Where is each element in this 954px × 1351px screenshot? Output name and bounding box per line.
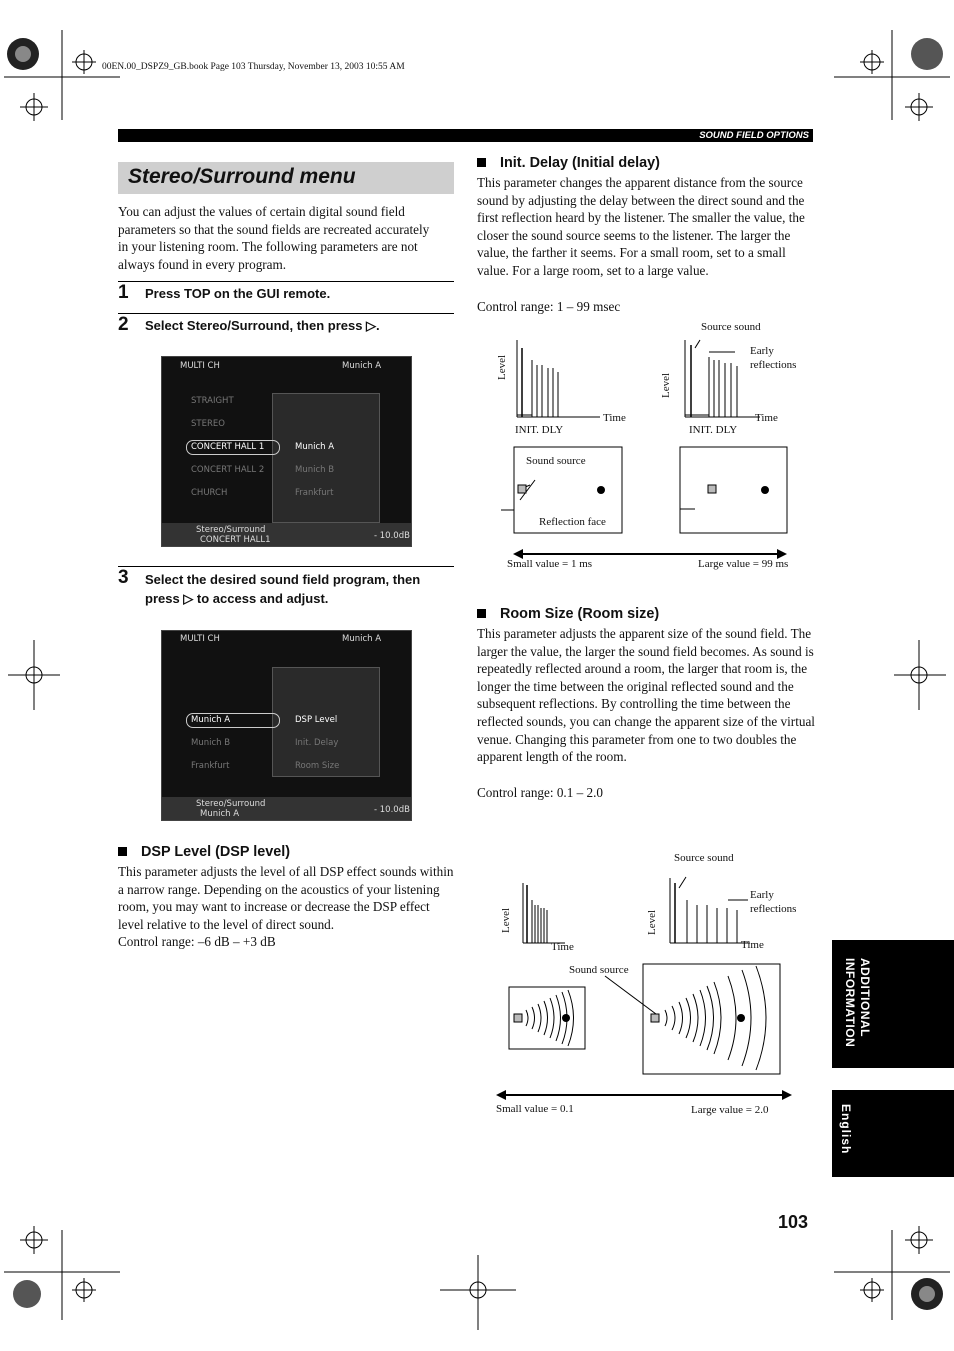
init-time-label-right: Time: [755, 412, 778, 424]
gui-left-item: Munich A: [191, 715, 231, 725]
init-dly-label-right: INIT. DLY: [689, 424, 738, 436]
init-dly-label-left: INIT. DLY: [515, 424, 564, 436]
room-size-body: This parameter adjusts the apparent size of the sound field. The larger the value, the larger the sound field becomes. As sound is repeatedly reflected around a room, the larger that room is, the longer the time between the original reflected sound and the subsequent reflections. By controlling the time between the reflected sounds, you can change the apparent size of the virtual venue. Changing this parameter from one to two doubles the apparent length of the room.: [477, 626, 815, 765]
bullet-square-icon: [477, 609, 486, 618]
gui-left-item: Munich B: [191, 738, 231, 748]
room-early-reflections-label: Early reflections: [750, 889, 797, 915]
gui-right-item: Frankfurt: [295, 488, 334, 498]
init-sound-source-label: Sound source: [526, 455, 586, 467]
gui-right-item: Room Size: [295, 761, 340, 771]
step-number: 2: [118, 314, 129, 335]
section-bar-label: SOUND FIELD OPTIONS: [699, 130, 809, 141]
bullet-square-icon: [118, 847, 127, 856]
gui-right-item: Init. Delay: [295, 738, 339, 748]
gui-right-item: Munich B: [295, 465, 335, 475]
dsp-level-heading: [118, 844, 290, 860]
gui-left-item: CHURCH: [191, 488, 228, 498]
side-tab-section: [832, 940, 954, 1068]
gui-left-item: STRAIGHT: [191, 396, 234, 406]
step-text: Select Stereo/Surround, then press ▷.: [145, 318, 380, 333]
gui-left-item: CONCERT HALL 2: [191, 465, 265, 475]
gui-right-item: DSP Level: [295, 715, 338, 725]
step-number: 1: [118, 282, 129, 303]
gui-right-panel: [272, 393, 380, 523]
side-tab-language: [832, 1090, 954, 1177]
dsp-level-body: This parameter adjusts the level of all DSP effect sounds within a narrow range. Depending on the acoustics of your listening room, you may want to increase or decrease the DSP effect level relative to the level of direct sound.: [118, 864, 454, 932]
init-reflection-face-label: Reflection face: [539, 516, 606, 528]
section-bar: [118, 129, 813, 142]
gui-screenshot-1: [161, 356, 412, 547]
gui-right-item: Munich A: [295, 442, 335, 452]
dsp-level-heading-text: DSP Level (DSP level): [141, 844, 291, 860]
init-delay-heading: [477, 155, 660, 171]
room-level-label-right: Level: [646, 909, 658, 935]
intro-paragraph: You can adjust the values of certain digital sound field parameters so that the sound fields are recreated accurately in your listening room. The following parameters are not always found in every program.: [118, 204, 430, 272]
gui-left-item: Frankfurt: [191, 761, 230, 771]
page-number: 103: [778, 1212, 809, 1232]
init-source-sound-label: Source sound: [701, 321, 761, 333]
room-large-value-label: Large value = 2.0: [691, 1104, 769, 1116]
init-delay-body: This parameter changes the apparent distance from the source sound by adjusting the delay between the direct sound and the first reflection heard by the listener. The smaller the value, the closer the sound source seems to the listener. The larger the value, the farther it seems. For a small room, set to a small value. For a large room, set to a large value.: [477, 175, 805, 278]
room-time-label-right: Time: [741, 939, 764, 951]
gui-volume: - 10.0dB: [374, 531, 410, 541]
gui-status-line2: Munich A: [200, 809, 240, 819]
room-size-range: Control range: 0.1 – 2.0: [477, 785, 603, 800]
gui-status-line1: Stereo/Surround: [196, 799, 266, 809]
gui-top-right: Munich A: [342, 361, 382, 371]
step-text: Select the desired sound field program, then press ▷ to access and adjust.: [145, 572, 421, 606]
print-header: 00EN.00_DSPZ9_GB.book Page 103 Thursday, November 13, 2003 10:55 AM: [102, 62, 405, 72]
gui-left-item: CONCERT HALL 1: [191, 442, 265, 452]
init-early-reflections-label: Early reflections: [750, 345, 797, 371]
gui-top-left: MULTI CH: [180, 361, 220, 371]
room-size-heading-text: Room Size (Room size): [500, 606, 660, 622]
step-text: Press TOP on the GUI remote.: [145, 286, 331, 301]
init-level-label-left: Level: [496, 354, 508, 380]
gui-top-left: MULTI CH: [180, 634, 220, 644]
step-number: 3: [118, 567, 129, 588]
side-tab-section-label: ADDITIONAL INFORMATION: [843, 958, 872, 1048]
gui-status-line2: CONCERT HALL1: [200, 535, 271, 545]
init-level-label-right: Level: [660, 372, 672, 398]
side-tab-language-label: English: [839, 1104, 853, 1155]
init-small-value-label: Small value = 1 ms: [507, 558, 593, 570]
room-small-value-label: Small value = 0.1: [496, 1103, 574, 1115]
room-time-label-left: Time: [551, 941, 574, 953]
step-rule: [118, 566, 454, 567]
room-sound-source-label: Sound source: [569, 964, 629, 976]
title-box: [118, 162, 454, 194]
room-source-sound-label: Source sound: [674, 852, 734, 864]
gui-top-right: Munich A: [342, 634, 382, 644]
gui-left-item: STEREO: [191, 419, 225, 429]
gui-screenshot-2: [161, 630, 412, 821]
init-large-value-label: Large value = 99 ms: [698, 558, 789, 570]
step-rule: [118, 281, 454, 282]
gui-volume: - 10.0dB: [374, 805, 410, 815]
dsp-level-range: Control range: –6 dB – +3 dB: [118, 934, 276, 949]
gui-status-line1: Stereo/Surround: [196, 525, 266, 535]
room-size-heading: [477, 606, 659, 622]
init-time-label-left: Time: [603, 412, 626, 424]
page-title: Stereo/Surround menu: [128, 165, 356, 188]
room-level-label-left: Level: [500, 907, 512, 933]
step-rule: [118, 313, 454, 314]
init-delay-range: Control range: 1 – 99 msec: [477, 299, 621, 314]
init-delay-heading-text: Init. Delay (Initial delay): [500, 155, 660, 171]
bullet-square-icon: [477, 158, 486, 167]
